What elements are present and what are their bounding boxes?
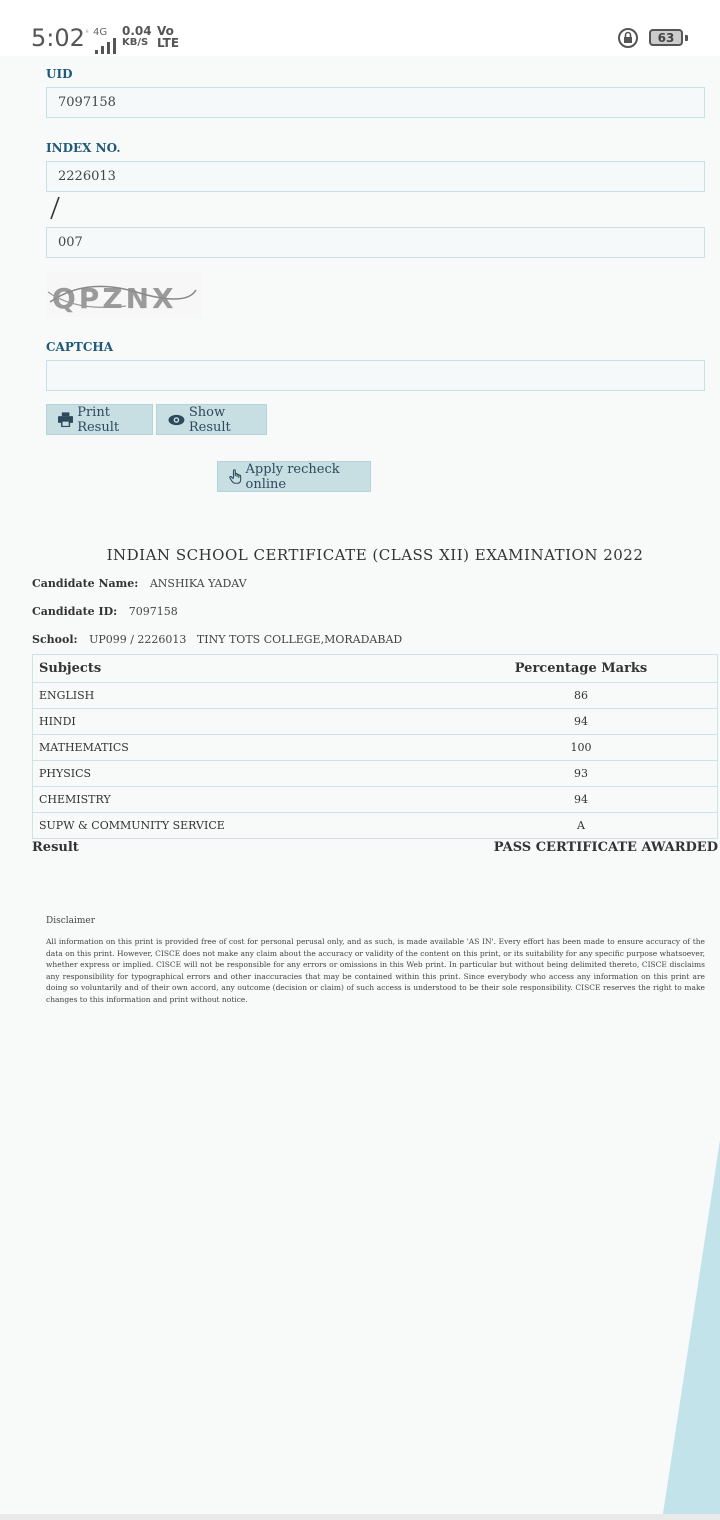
disclaimer-text: All information on this print is provided free of cost for personal perusal only, and as such, is made available 'AS IN'. Every effort has been made to ensure accuracy of the data on this print. However, CISCE does not make any claim about the accuracy or validity of the content on this print, or its suitability for any specific purpose whatsoever, whether express or implied. CISCE will not be responsible for any errors or omissions in this Web print. In particular but without being delimited thereto, CISCE disclaims any responsibility for typographical errors and other inaccuracies that may be contained within this print. Since everybody who access any information on this print are doing so voluntarily and of their own accord, any outcome (decision or claim) of such access is understood to be their sole responsibility. CISCE reserves the right to make changes to this information and print without notice. xyxy=(46,937,705,1004)
marks-table-header xyxy=(33,655,718,683)
subject-cell: MATHEMATICS xyxy=(33,735,446,761)
candidate-id-value: 7097158 xyxy=(128,605,178,618)
apply-recheck-label: Apply recheck online xyxy=(245,461,340,492)
uid-label: UID xyxy=(46,67,73,81)
uid-input[interactable]: 7097158 xyxy=(46,87,705,118)
column-header-subjects: Subjects xyxy=(33,655,446,683)
battery-tip xyxy=(685,35,688,41)
disclaimer-heading: Disclaimer xyxy=(46,916,96,926)
battery-level: 63 xyxy=(657,31,675,45)
marks-cell: 100 xyxy=(445,735,718,761)
captcha-image xyxy=(46,272,202,317)
hand-pointer-icon xyxy=(229,469,242,485)
school-row xyxy=(32,633,402,646)
battery-icon xyxy=(649,29,683,46)
data-speed xyxy=(122,25,152,49)
volte-indicator xyxy=(157,25,179,49)
subject-cell: ENGLISH xyxy=(33,683,446,709)
candidate-name-value: ANSHIKA YADAV xyxy=(149,577,247,590)
rotation-lock-icon xyxy=(617,27,639,49)
printer-icon xyxy=(58,412,73,427)
captcha-input[interactable] xyxy=(46,360,705,391)
table-row xyxy=(33,709,718,735)
candidate-id-row xyxy=(32,605,178,618)
network-dual-sim-mark: ⁱⁱ xyxy=(86,29,89,37)
network-type: 4G xyxy=(93,27,108,38)
volte-top: Vo xyxy=(157,24,174,38)
column-header-percentage: Percentage Marks xyxy=(445,655,718,683)
subject-cell: CHEMISTRY xyxy=(33,787,446,813)
captcha-label: CAPTCHA xyxy=(46,340,114,354)
subject-cell: HINDI xyxy=(33,709,446,735)
school-label: School: xyxy=(32,633,78,646)
exam-title: INDIAN SCHOOL CERTIFICATE (CLASS XII) EXAMINATION 2022 xyxy=(106,546,644,564)
candidate-name-row xyxy=(32,577,247,590)
table-row xyxy=(33,683,718,709)
index-input[interactable]: 2226013 xyxy=(46,161,705,192)
slash-separator xyxy=(49,196,61,220)
eye-icon xyxy=(168,414,185,426)
candidate-id-label: Candidate ID: xyxy=(32,605,118,618)
index-sub-input[interactable]: 007 xyxy=(46,227,705,258)
marks-cell: 94 xyxy=(445,709,718,735)
status-time: 5:02 xyxy=(31,24,85,52)
table-row xyxy=(33,735,718,761)
table-row xyxy=(33,787,718,813)
marks-cell: A xyxy=(445,813,718,839)
marks-table xyxy=(32,654,718,839)
candidate-name-label: Candidate Name: xyxy=(32,577,139,590)
marks-cell: 94 xyxy=(445,787,718,813)
captcha-image-text: QPZNX xyxy=(52,282,177,315)
status-bar xyxy=(0,0,720,56)
data-speed-unit: KB/S xyxy=(122,37,149,48)
school-value: UP099 / 2226013 TINY TOTS COLLEGE,MORADABAD xyxy=(89,633,403,646)
subject-cell: PHYSICS xyxy=(33,761,446,787)
table-row xyxy=(33,761,718,787)
show-result-button[interactable] xyxy=(156,404,267,435)
show-result-label: Show Result xyxy=(188,404,231,435)
signal-icon xyxy=(95,38,125,54)
marks-cell: 86 xyxy=(445,683,718,709)
result-label: Result xyxy=(32,840,79,855)
table-row xyxy=(33,813,718,839)
apply-recheck-button[interactable] xyxy=(217,461,371,492)
print-result-label: Print Result xyxy=(77,404,120,435)
index-label: INDEX NO. xyxy=(46,141,121,155)
data-speed-value: 0.04 xyxy=(122,24,152,38)
print-result-button[interactable] xyxy=(46,404,153,435)
result-value: PASS CERTIFICATE AWARDED xyxy=(493,840,718,855)
bottom-edge xyxy=(0,1514,720,1520)
volte-bottom: LTE xyxy=(157,36,180,50)
subject-cell: SUPW & COMMUNITY SERVICE xyxy=(33,813,446,839)
marks-cell: 93 xyxy=(445,761,718,787)
